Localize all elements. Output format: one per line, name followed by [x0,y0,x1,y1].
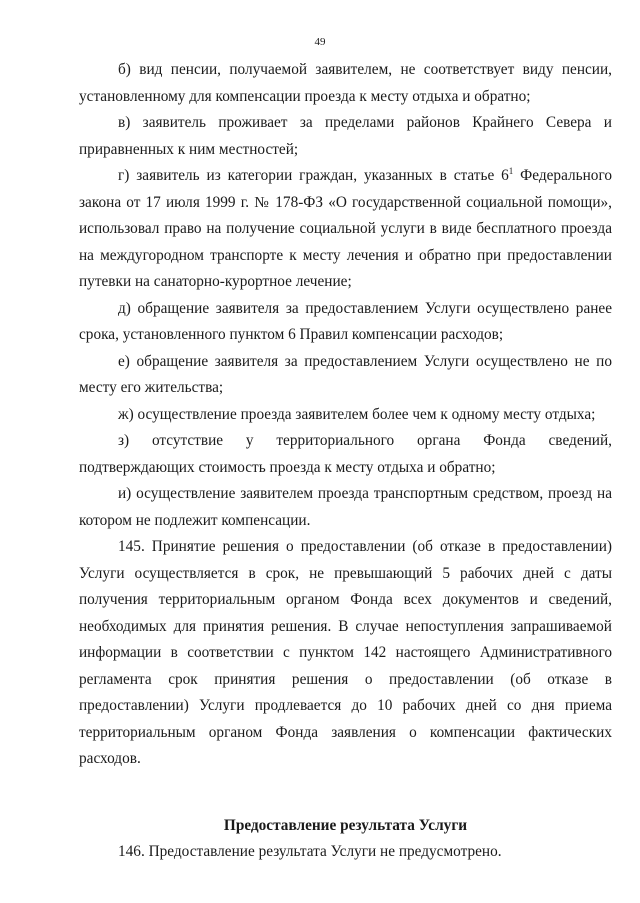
paragraph-i: и) осуществление заявителем проезда транспортным средством, проезд на котором не подлежит компенсации. [79,485,612,529]
section-heading: Предоставление результата Услуги [223,816,468,834]
document-body [79,57,612,866]
page-number: 49 [314,36,326,48]
paragraph-g [79,163,612,296]
paragraph-g-text-end: Федерального закона от 17 июля 1999 г. № 178-ФЗ «О государственной социальной помощи», использовал право на получение социальной услуги в виде бесплатного проезда на междугородном транспорте к месту лечения и обратно при предоставлении путевки на санаторно-курортное лечение; [79,167,612,290]
superscript-marker: 1 [508,166,514,176]
paragraph-e: е) обращение заявителя за предоставлением Услуги осуществлено не по месту его жительства; [79,352,612,396]
paragraph-b: б) вид пенсии, получаемой заявителем, не соответствует виду пенсии, установленному для компенсации проезда к месту отдыха и обратно; [79,61,612,105]
paragraph-g-text-start: г) заявитель из категории граждан, указанных в статье 6 [118,167,509,184]
paragraph-146: 146. Предоставление результата Услуги не предусмотрено. [118,843,502,860]
paragraph-zh: ж) осуществление проезда заявителем более чем к одному месту отдыха; [118,405,596,423]
paragraph-145: 145. Принятие решения о предоставлении (об отказе в предоставлении) Услуги осуществляется в срок, не превышающий 5 рабочих дней с даты получения территориальным органом Фонда всех документов и сведений, необходимых для принятия решения. В случае непоступления запрашиваемой информации в соответствии с пунктом 142 настоящего Административного регламента срок принятия решения о предоставлении (об отказе в предоставлении) Услуги продлевается до 10 рабочих дней со дня приема территориальным органом Фонда заявления о компенсации фактических расходов. [79,538,612,767]
paragraph-v: в) заявитель проживает за пределами районов Крайнего Севера и приравненных к ним местностей; [79,114,612,158]
paragraph-d: д) обращение заявителя за предоставлением Услуги осуществлено ранее срока, установленного пунктом 6 Правил компенсации расходов; [79,299,612,343]
paragraph-z: з) отсутствие у территориального органа Фонда сведений, подтверждающих стоимость проезда к месту отдыха и обратно; [79,432,612,476]
